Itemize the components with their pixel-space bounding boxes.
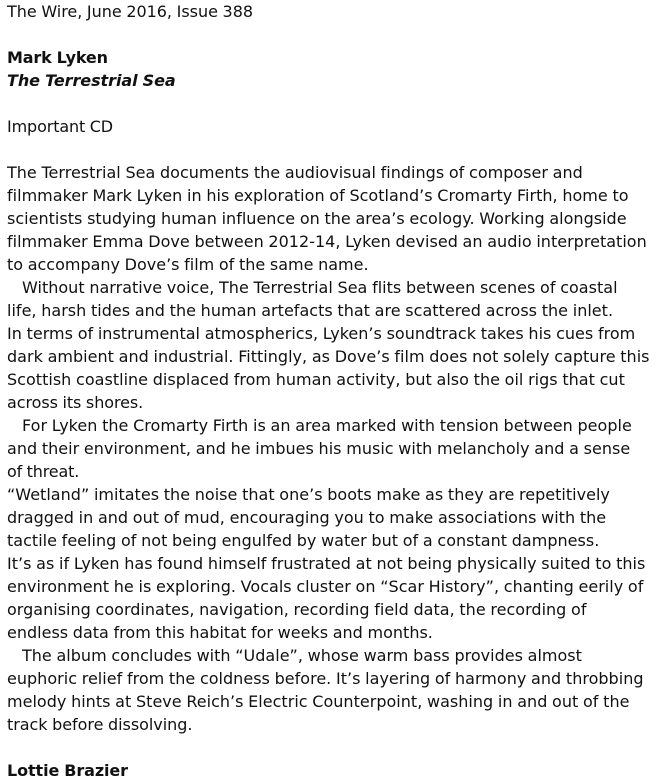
review-paragraph	[7, 161, 657, 276]
paragraph-line: melody hints at Steve Reich’s Electric Counterpoint, washing in and out of the	[7, 692, 630, 711]
paragraph-line: In terms of instrumental atmospherics, Lyken’s soundtrack takes his cues from	[7, 324, 636, 343]
paragraph-line: Scottish coastline displaced from human activity, but also the oil rigs that cut	[7, 370, 625, 389]
paragraph-line: For Lyken the Cromarty Firth is an area marked with tension between people	[22, 416, 632, 435]
artist-name: Mark Lyken	[7, 48, 108, 67]
review-paragraph	[7, 322, 657, 414]
review-page	[7, 0, 657, 782]
spacer	[7, 92, 657, 115]
review-paragraph	[7, 276, 657, 322]
spacer	[7, 736, 657, 759]
review-body	[7, 161, 657, 736]
paragraph-line: It’s as if Lyken has found himself frustrated at not being physically suited to this	[7, 554, 646, 573]
paragraph-line: The album concludes with “Udale”, whose warm bass provides almost	[22, 646, 582, 665]
paragraph-line: “Wetland” imitates the noise that one’s boots make as they are repetitively	[7, 485, 610, 504]
paragraph-line: and their environment, and he imbues his music with melancholy and a sense	[7, 439, 631, 458]
paragraph-line: track before dissolving.	[7, 715, 193, 734]
source-line: The Wire, June 2016, Issue 388	[7, 2, 254, 21]
spacer	[7, 138, 657, 161]
paragraph-line: organising coordinates, navigation, recording field data, the recording of	[7, 600, 587, 619]
paragraph-line: dark ambient and industrial. Fittingly, as Dove’s film does not solely capture this	[7, 347, 650, 366]
paragraph-line: filmmaker Mark Lyken in his exploration of Scotland’s Cromarty Firth, home to	[7, 186, 629, 205]
paragraph-line: environment he is exploring. Vocals cluster on “Scar History”, chanting eerily of	[7, 577, 644, 596]
paragraph-line: Without narrative voice, The Terrestrial Sea flits between scenes of coastal	[22, 278, 618, 297]
paragraph-line: of threat.	[7, 462, 80, 481]
album-title: The Terrestrial Sea	[7, 71, 176, 90]
paragraph-line: endless data from this habitat for weeks and months.	[7, 623, 433, 642]
review-paragraph	[7, 644, 657, 736]
paragraph-line: euphoric relief from the coldness before. It’s layering of harmony and throbbing	[7, 669, 644, 688]
spacer	[7, 23, 657, 46]
paragraph-line: life, harsh tides and the human artefacts that are scattered across the inlet.	[7, 301, 614, 320]
paragraph-line: across its shores.	[7, 393, 144, 412]
paragraph-line: The Terrestrial Sea documents the audiovisual findings of composer and	[7, 163, 583, 182]
review-paragraph	[7, 414, 657, 483]
paragraph-line: filmmaker Emma Dove between 2012-14, Lyken devised an audio interpretation	[7, 232, 647, 251]
paragraph-line: tactile feeling of not being engulfed by water but of a constant dampness.	[7, 531, 600, 550]
paragraph-line: dragged in and out of mud, encouraging you to make associations with the	[7, 508, 607, 527]
review-paragraph	[7, 552, 657, 644]
record-label: Important CD	[7, 117, 113, 136]
review-paragraph	[7, 483, 657, 552]
paragraph-line: scientists studying human influence on the area’s ecology. Working alongside	[7, 209, 627, 228]
paragraph-line: to accompany Dove’s film of the same name.	[7, 255, 369, 274]
author-name: Lottie Brazier	[7, 761, 128, 780]
